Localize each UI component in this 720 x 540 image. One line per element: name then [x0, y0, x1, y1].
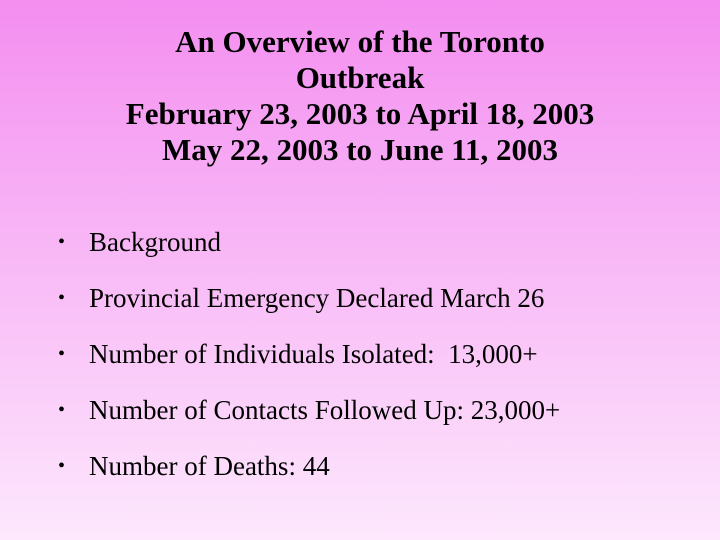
- bullet-dot-icon: •: [58, 287, 66, 309]
- title-line-4: May 22, 2003 to June 11, 2003: [161, 132, 559, 167]
- bullet-dot-icon: •: [58, 399, 66, 421]
- bullet-item-isolated: [0, 334, 720, 390]
- bullet-item-contacts: [0, 390, 720, 446]
- bullet-item-deaths: [0, 446, 720, 502]
- bullet-text: Number of Contacts Followed Up: 23,000+: [89, 395, 561, 425]
- bullet-text: Number of Individuals Isolated: 13,000+: [89, 339, 538, 369]
- title-line-1: An Overview of the Toronto: [175, 24, 545, 59]
- slide-title: [40, 24, 680, 168]
- bullet-dot-icon: •: [58, 231, 66, 253]
- bullet-item-emergency: [0, 278, 720, 334]
- bullet-dot-icon: •: [58, 455, 66, 477]
- title-line-3: February 23, 2003 to April 18, 2003: [125, 96, 595, 131]
- bullet-item-background: [0, 222, 720, 278]
- bullet-text: Provincial Emergency Declared March 26: [89, 283, 545, 313]
- bullet-text: Number of Deaths: 44: [89, 451, 330, 481]
- bullet-dot-icon: •: [58, 343, 66, 365]
- bullet-text: Background: [89, 227, 221, 257]
- title-line-2: Outbreak: [295, 60, 425, 95]
- bullet-list: [0, 222, 720, 502]
